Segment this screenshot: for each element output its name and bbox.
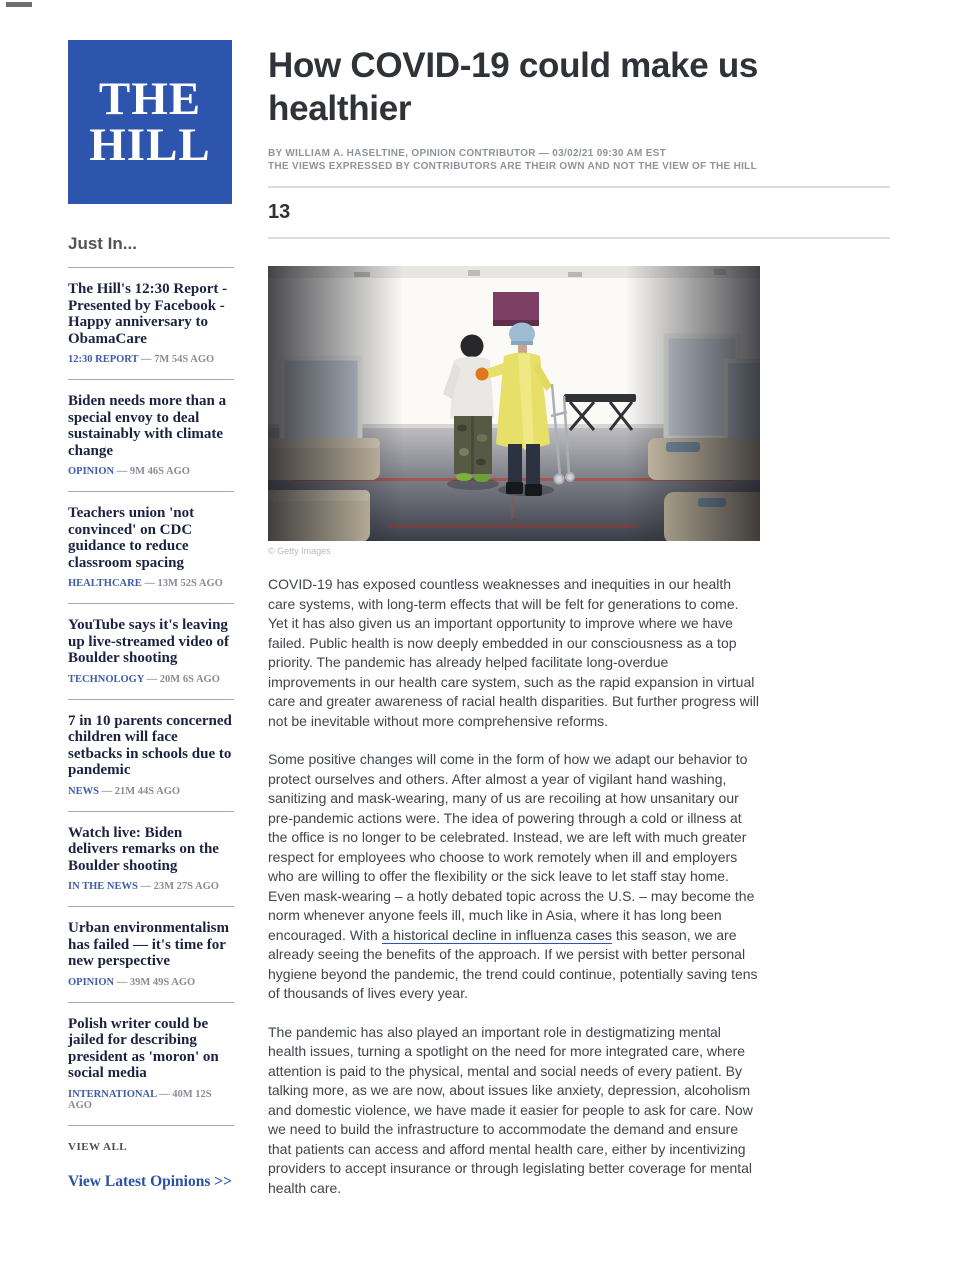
sidebar: [68, 40, 234, 1191]
sidebar-story-meta: [68, 977, 234, 988]
sidebar-story-meta: [68, 466, 234, 477]
photo-credit: © Getty Images: [268, 546, 331, 556]
list-item: [68, 700, 234, 812]
sidebar-story-meta: [68, 786, 234, 797]
sidebar-story-meta: [68, 674, 234, 685]
sidebar-story-category[interactable]: INTERNATIONAL: [68, 1088, 157, 1100]
page-corner-artifact: [6, 2, 32, 7]
page-title: How COVID-19 could make us healthier: [268, 46, 759, 128]
contributor-disclaimer: THE VIEWS EXPRESSED BY CONTRIBUTORS ARE THEIR OWN AND NOT THE VIEW OF THE HILL: [268, 161, 757, 172]
article-paragraph: The pandemic has also played an important role in destigmatizing mental health issues, turning a spotlight on the need for more integrated care, where attention is paid to the physical, mental and social needs of every patient. By talking more, as we are now, about issues like anxiety, depression, alcoholism and domestic violence, we have made it easier for people to ask for care. Now we need to build the infrastructure to accommodate the demand and ensure that patients can access and afford mental health care, either by incentivizing providers to accept insurance or through legislating better coverage for mental health care.: [268, 1023, 753, 1196]
list-item: [68, 812, 234, 908]
divider: [268, 237, 890, 239]
sidebar-story-meta: [68, 578, 234, 589]
field-hospital-photo-illustration: [268, 266, 760, 541]
sidebar-story-time: — 9M 46S AGO: [116, 466, 190, 477]
view-latest-opinions-link[interactable]: View Latest Opinions >>: [68, 1172, 232, 1190]
article: [268, 44, 890, 1198]
paragraph-text: Some positive changes will come in the form of how we adapt our behavior to protect ourselves and others. After almost a year of vigilant hand washing, sanitizing and mask-wearing, many of us are recoiling at how unsanitary our pre-pandemic actions were. The idea of powering through a cold or illness at the office is no longer to be celebrated. Instead, we are left with much greater respect for employees who choose to work remotely when ill and employers who are willing to offer the flexibility or the sick leave to let staff stay home. Even mask-wearing – a hotly debated topic across the U.S. – may become the norm whenever anyone feels ill, much like in Asia, where it has long been encouraged. With: [268, 751, 755, 943]
article-byline: BY WILLIAM A. HASELTINE, OPINION CONTRIBUTOR — 03/02/21 09:30 AM EST: [268, 148, 667, 159]
list-item: [68, 492, 234, 604]
sidebar-story-title[interactable]: YouTube says it's leaving up live-streamed video of Boulder shooting: [68, 617, 229, 666]
sidebar-story-category[interactable]: NEWS: [68, 785, 99, 797]
sidebar-story-category[interactable]: HEALTHCARE: [68, 578, 142, 589]
sidebar-story-meta: [68, 354, 234, 365]
sidebar-story-title[interactable]: Polish writer could be jailed for describing president as 'moron' on social media: [68, 1015, 219, 1081]
sidebar-story-category[interactable]: OPINION: [68, 976, 115, 988]
sidebar-story-title[interactable]: Biden needs more than a special envoy to deal sustainably with climate change: [68, 393, 227, 459]
sidebar-story-title[interactable]: Teachers union 'not convinced' on CDC guidance to reduce classroom spacing: [68, 505, 195, 571]
sidebar-story-category[interactable]: 12:30 REPORT: [68, 354, 139, 365]
sidebar-story-category[interactable]: IN THE NEWS: [68, 881, 138, 892]
sidebar-story-time: — 20M 6S AGO: [146, 673, 220, 685]
sidebar-story-title[interactable]: 7 in 10 parents concerned children will face setbacks in schools due to pandemic: [68, 712, 232, 778]
sidebar-story-meta: [68, 881, 234, 892]
article-body: [268, 575, 760, 1198]
logo-line-2: HILL: [89, 119, 211, 171]
sidebar-story-title[interactable]: Watch live: Biden delivers remarks on the Boulder shooting: [68, 824, 219, 874]
share-count: 13: [268, 201, 291, 223]
list-item: [68, 268, 234, 380]
list-item: [68, 604, 234, 700]
paragraph-text: this season, we are already seeing the benefits of the approach. If we persist with better personal hygiene beyond the pandemic, the trend could continue, potentially saving tens of thousands of lives every year.: [268, 926, 758, 1001]
list-item: [68, 907, 234, 1003]
sidebar-story-meta: [68, 1089, 234, 1111]
just-in-list: [68, 267, 234, 1126]
list-item: [68, 380, 234, 492]
logo-line-1: THE: [98, 72, 202, 125]
sidebar-story-time: — 39M 49S AGO: [116, 976, 196, 988]
sidebar-story-title[interactable]: The Hill's 12:30 Report - Presented by Facebook - Happy anniversary to ObamaCare: [68, 281, 228, 347]
sidebar-story-category[interactable]: TECHNOLOGY: [68, 673, 145, 685]
influenza-decline-link[interactable]: a historical decline in influenza cases: [381, 926, 612, 943]
list-item: [68, 1003, 234, 1126]
article-paragraph: COVID-19 has exposed countless weaknesses and inequities in our health care systems, with long-term effects that will be felt for generations to come. Yet it has also given us an important opportunity to improve where we have failed. Public health is now deeply embedded in our consciousness as a top priority. The pandemic has already helped facilitate long-overdue improvements in our health care system, such as the rapid expansion in virtual care and greater awareness of racial health disparities. But further progress will not be inevitable without more comprehensive reforms.: [268, 576, 760, 729]
article-paragraph: [268, 750, 760, 1004]
divider: [268, 186, 890, 188]
the-hill-logo[interactable]: [68, 40, 232, 204]
sidebar-story-time: — 13M 52S AGO: [144, 578, 223, 589]
sidebar-story-time: — 21M 44S AGO: [101, 785, 181, 797]
sidebar-story-time: — 23M 27S AGO: [140, 881, 219, 892]
sidebar-story-category[interactable]: OPINION: [68, 466, 115, 477]
sidebar-story-time: — 40M 12S AGO: [68, 1088, 212, 1111]
article-photo: [268, 266, 760, 541]
view-all-link[interactable]: VIEW ALL: [68, 1140, 128, 1153]
just-in-header: Just In...: [68, 234, 137, 253]
sidebar-story-title[interactable]: Urban environmentalism has failed — it's time for new perspective: [68, 920, 229, 969]
sidebar-story-time: — 7M 54S AGO: [140, 354, 215, 365]
